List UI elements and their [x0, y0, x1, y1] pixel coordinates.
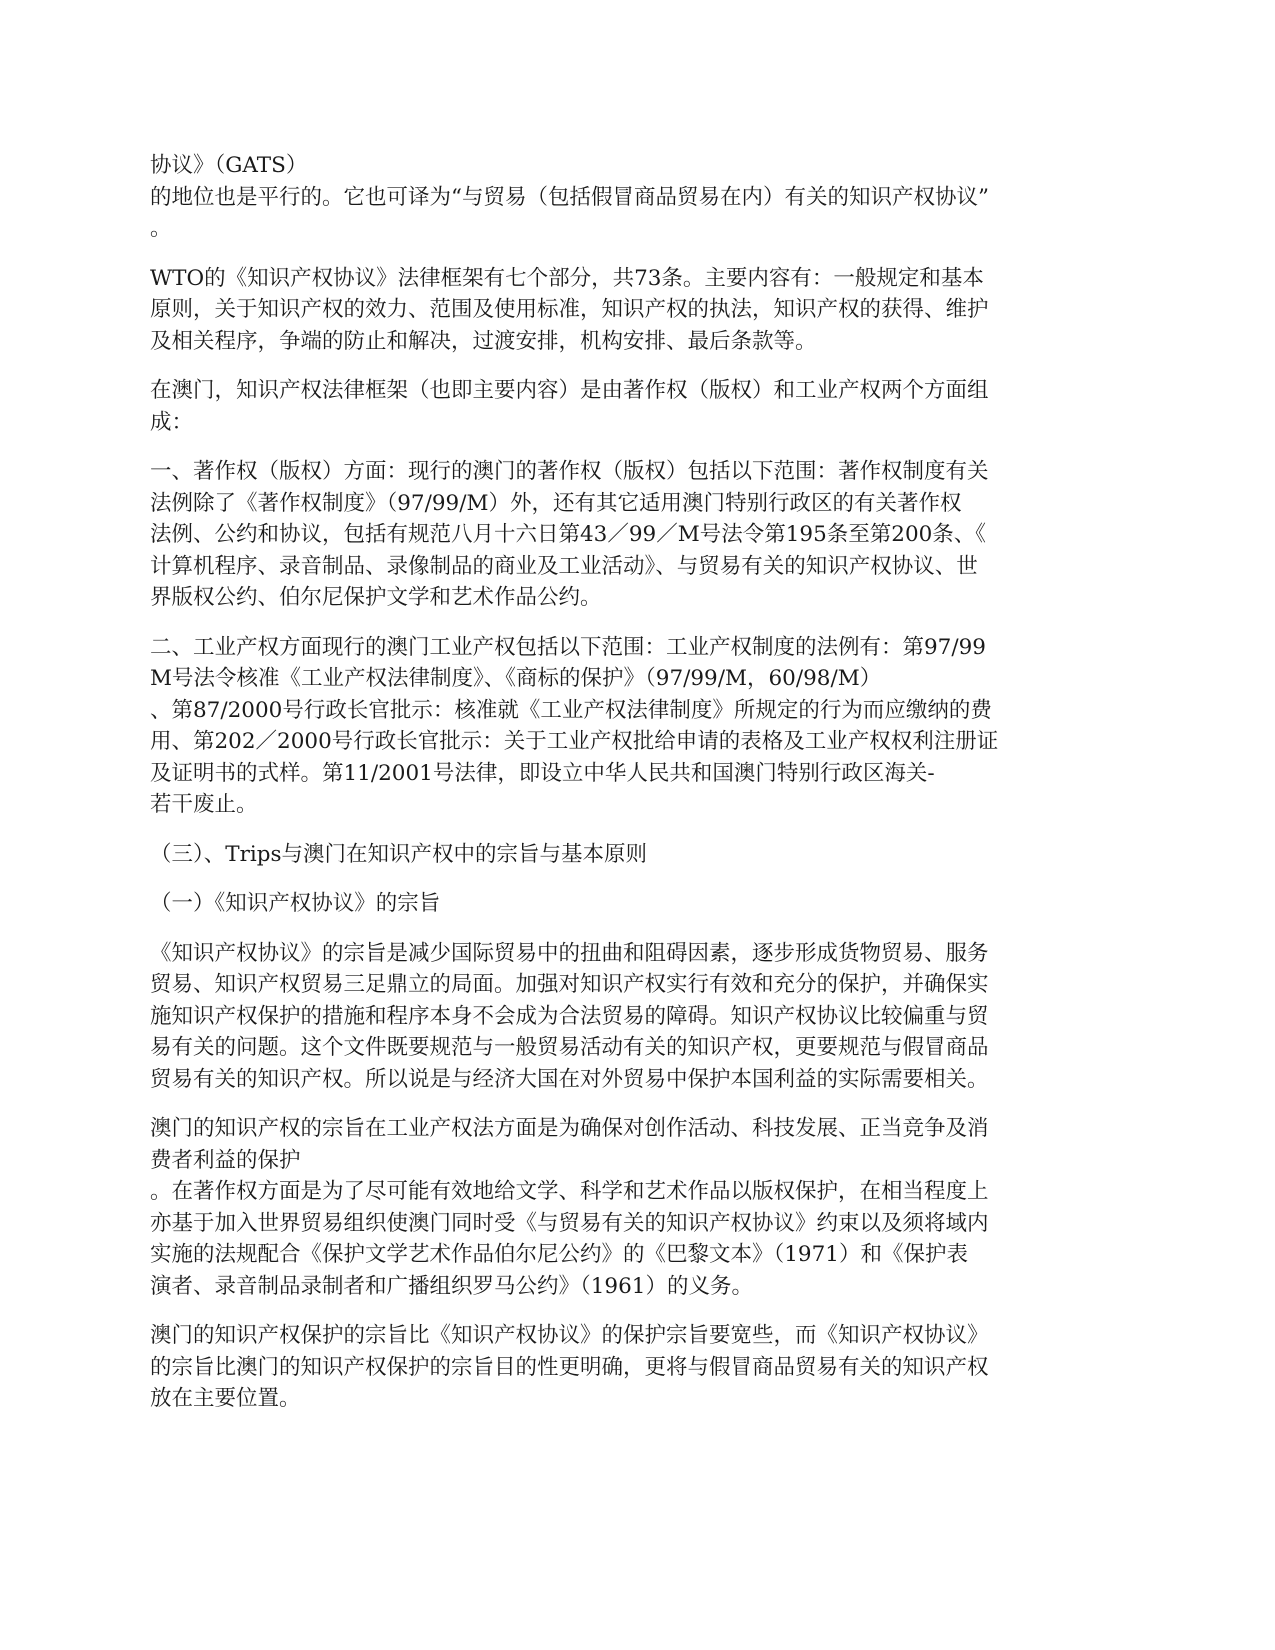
paragraph-copyright	[150, 456, 1125, 614]
text-line: 易有关的问题。这个文件既要规范与一般贸易活动有关的知识产权，更要规范与假冒商品	[150, 1035, 989, 1060]
text-line: 。在著作权方面是为了尽可能有效地给文学、科学和艺术作品以版权保护，在相当程度上	[150, 1179, 989, 1204]
text-line: （一）《知识产权协议》的宗旨	[150, 891, 441, 916]
text-line: 原则，关于知识产权的效力、范围及使用标准，知识产权的执法，知识产权的获得、维护	[150, 297, 989, 322]
text-line: （三）、Trips与澳门在知识产权中的宗旨与基本原则	[150, 841, 648, 867]
text-line: 的地位也是平行的。它也可译为“与贸易（包括假冒商品贸易在内）有关的知识产权协议”	[150, 184, 989, 210]
text-line: 。	[150, 216, 172, 241]
section-heading-agreement-purpose	[150, 888, 1125, 920]
text-line: 协议》（GATS）	[150, 153, 308, 178]
text-line: 放在主要位置。	[150, 1386, 301, 1411]
text-line: 界版权公约、伯尔尼保护文学和艺术作品公约。	[150, 585, 602, 610]
paragraph-agreement-purpose	[150, 938, 1125, 1096]
paragraph-macau-purpose	[150, 1113, 1125, 1302]
text-line: 一、著作权（版权）方面：现行的澳门的著作权（版权）包括以下范围：著作权制度有关	[150, 459, 989, 484]
document-page	[150, 150, 1125, 1433]
paragraph-macau-framework	[150, 375, 1125, 438]
text-line: WTO的《知识产权协议》法律框架有七个部分，共73条。主要内容有：一般规定和基本	[150, 265, 984, 291]
text-line: 澳门的知识产权的宗旨在工业产权法方面是为确保对创作活动、科技发展、正当竞争及消	[150, 1116, 989, 1141]
text-line: 法例、公约和协议，包括有规范八月十六日第43／99／M号法令第195条至第200条、《	[150, 522, 987, 547]
text-line: 澳门的知识产权保护的宗旨比《知识产权协议》的保护宗旨要宽些，而《知识产权协议》	[150, 1323, 989, 1348]
section-heading-trips-principles	[150, 839, 1125, 871]
paragraph-wto-framework	[150, 263, 1125, 358]
text-line: 演者、录音制品录制者和广播组织罗马公约》（1961）的义务。	[150, 1273, 753, 1299]
text-line: 在澳门，知识产权法律框架（也即主要内容）是由著作权（版权）和工业产权两个方面组	[150, 378, 989, 403]
paragraph-comparison	[150, 1320, 1125, 1415]
paragraph-gats-note	[150, 150, 1125, 245]
text-line: 、第87/2000号行政长官批示：核准就《工业产权法律制度》所规定的行为而应缴纳的费	[150, 697, 992, 723]
text-line: 若干废止。	[150, 792, 258, 817]
text-line: 及相关程序，争端的防止和解决，过渡安排，机构安排、最后条款等。	[150, 328, 817, 354]
text-line: 及证明书的式样。第11/2001号法律，即设立中华人民共和国澳门特别行政区海关-	[150, 760, 935, 786]
text-line: 实施的法规配合《保护文学艺术作品伯尔尼公约》的《巴黎文本》（1971）和《保护表	[150, 1242, 968, 1267]
text-line: 计算机程序、录音制品、录像制品的商业及工业活动》、与贸易有关的知识产权协议、世	[150, 553, 978, 579]
text-line: 用、第202／2000号行政长官批示：关于工业产权批给申请的表格及工业产权权利注册证	[150, 729, 999, 754]
text-line: 法例除了《著作权制度》（97/99/M）外，还有其它适用澳门特别行政区的有关著作权	[150, 490, 962, 516]
text-line: 贸易有关的知识产权。所以说是与经济大国在对外贸易中保护本国利益的实际需要相关。	[150, 1066, 989, 1092]
text-line: 成：	[150, 409, 194, 435]
text-line: 费者利益的保护	[150, 1147, 301, 1173]
text-line: 的宗旨比澳门的知识产权保护的宗旨目的性更明确，更将与假冒商品贸易有关的知识产权	[150, 1354, 989, 1380]
text-line: M号法令核准《工业产权法律制度》、《商标的保护》（97/99/M，60/98/M）	[150, 666, 882, 691]
paragraph-industrial-property	[150, 632, 1125, 821]
text-line: 《知识产权协议》的宗旨是减少国际贸易中的扭曲和阻碍因素，逐步形成货物贸易、服务	[150, 940, 989, 966]
text-line: 贸易、知识产权贸易三足鼎立的局面。加强对知识产权实行有效和充分的保护，并确保实	[150, 972, 989, 997]
text-line: 亦基于加入世界贸易组织使澳门同时受《与贸易有关的知识产权协议》约束以及须将域内	[150, 1210, 989, 1236]
text-line: 施知识产权保护的措施和程序本身不会成为合法贸易的障碍。知识产权协议比较偏重与贸	[150, 1003, 989, 1029]
text-line: 二、工业产权方面现行的澳门工业产权包括以下范围：工业产权制度的法例有：第97/99	[150, 634, 986, 660]
